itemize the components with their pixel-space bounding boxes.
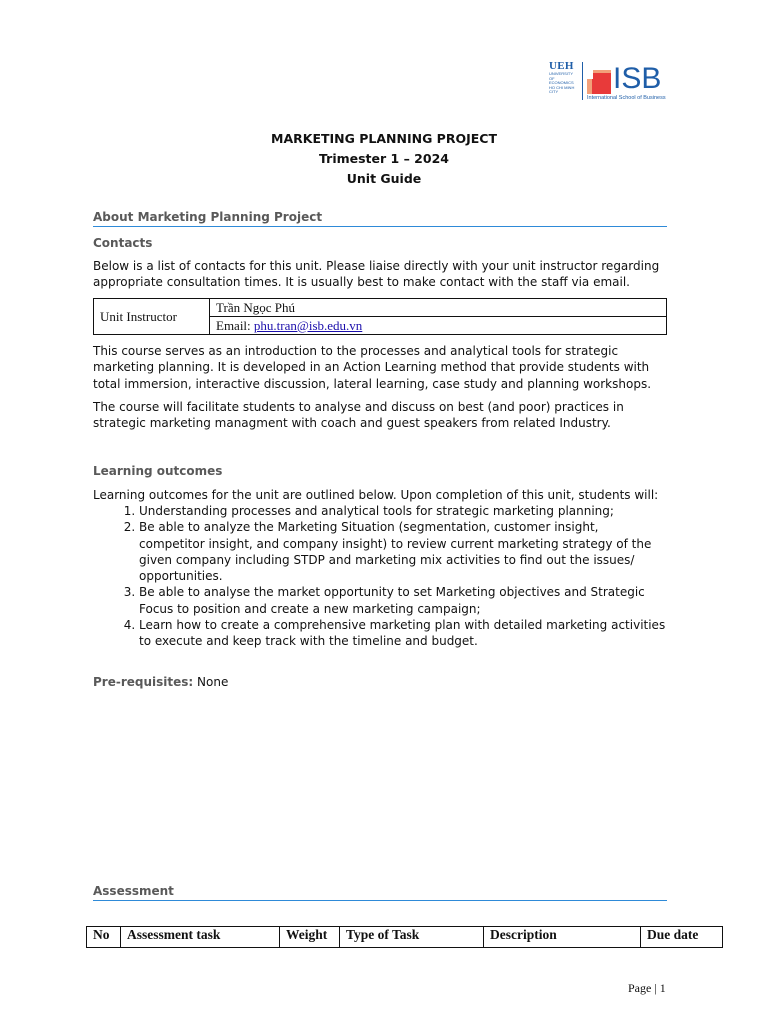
col-weight: Weight [280, 927, 340, 948]
ueh-logo [549, 60, 581, 95]
contacts-table [93, 298, 667, 335]
logo-divider [582, 62, 583, 100]
assessment-heading: Assessment [93, 883, 667, 901]
ueh-logo-line-2: OF [549, 75, 555, 81]
learning-outcomes-heading: Learning outcomes [93, 464, 223, 478]
list-item: 2. Be able to analyze the Marketing Situation (segmentation, customer insight, competitor insight, and company insight) to review current marketing strategy of the given company including STDP and marketing mix activities to find out the issues/ opportunities. [139, 519, 667, 584]
about-heading: About Marketing Planning Project [93, 209, 667, 227]
page-number: Page | 1 [628, 981, 666, 995]
instructor-role-cell: Unit Instructor [94, 299, 210, 335]
list-item: 1. Understanding processes and analytical tools for strategic marketing planning; [139, 503, 667, 519]
assessment-table [86, 926, 723, 948]
isb-logo-text: ISB [613, 62, 662, 95]
ueh-logo-line-1: UNIVERSITY [549, 71, 574, 76]
prerequisites-value: None [193, 675, 229, 689]
instructor-email-link[interactable]: phu.tran@isb.edu.vn [253, 317, 363, 333]
instructor-name-cell: Trần Ngọc Phú [210, 299, 667, 317]
learning-outcomes-list [93, 503, 667, 650]
course-description-1: This course serves as an introduction to the processes and analytical tools for strategic marketing planning. It is developed in an Action Learning method that provide students with total immersion, interactive discussion, lateral learning, case study and planning workshops. [93, 344, 652, 391]
col-no: No [87, 927, 121, 948]
prerequisites [93, 674, 667, 690]
instructor-email-cell [210, 317, 667, 335]
isb-mark-icon [587, 70, 611, 94]
title-line-3: Unit Guide [346, 171, 422, 186]
document-title [0, 129, 768, 189]
col-description: Description [484, 927, 641, 948]
learning-outcomes-list-wrap [93, 503, 667, 650]
prerequisites-label: Pre-requisites: [93, 675, 194, 689]
col-due-date: Due date [641, 927, 723, 948]
ueh-logo-line-3: ECONOMICS [549, 80, 574, 85]
title-line-2: Trimester 1 – 2024 [319, 151, 449, 166]
learning-outcomes-intro: Learning outcomes for the unit are outlined below. Upon completion of this unit, students will: [93, 488, 659, 502]
contacts-heading: Contacts [93, 236, 153, 250]
ueh-logo-title: UEH [549, 60, 574, 72]
ueh-isb-logo [549, 60, 667, 104]
title-line-1: MARKETING PLANNING PROJECT [271, 131, 497, 146]
contacts-table-wrap [93, 298, 667, 335]
col-type-of-task: Type of Task [340, 927, 484, 948]
course-description-2: The course will facilitate students to analyse and discuss on best (and poor) practices in strategic marketing managment with coach and guest speakers from related Industry. [93, 400, 624, 431]
col-assessment-task: Assessment task [121, 927, 280, 948]
list-item: 4. Learn how to create a comprehensive marketing plan with detailed marketing activities to execute and keep track with the timeline and budget. [139, 617, 667, 650]
list-item: 3. Be able to analyse the market opportunity to set Marketing objectives and Strategic Focus to position and create a new marketing campaign; [139, 584, 667, 617]
contacts-intro: Below is a list of contacts for this unit. Please liaise directly with your unit instructor regarding appropriate consultation times. It is usually best to make contact with the staff via email. [93, 259, 660, 290]
table-header-row [87, 927, 723, 948]
isb-logo-subtitle: International School of Business [587, 95, 666, 101]
email-label: Email: [216, 317, 254, 333]
ueh-logo-line-4: HO CHI MINH CITY [549, 84, 575, 94]
